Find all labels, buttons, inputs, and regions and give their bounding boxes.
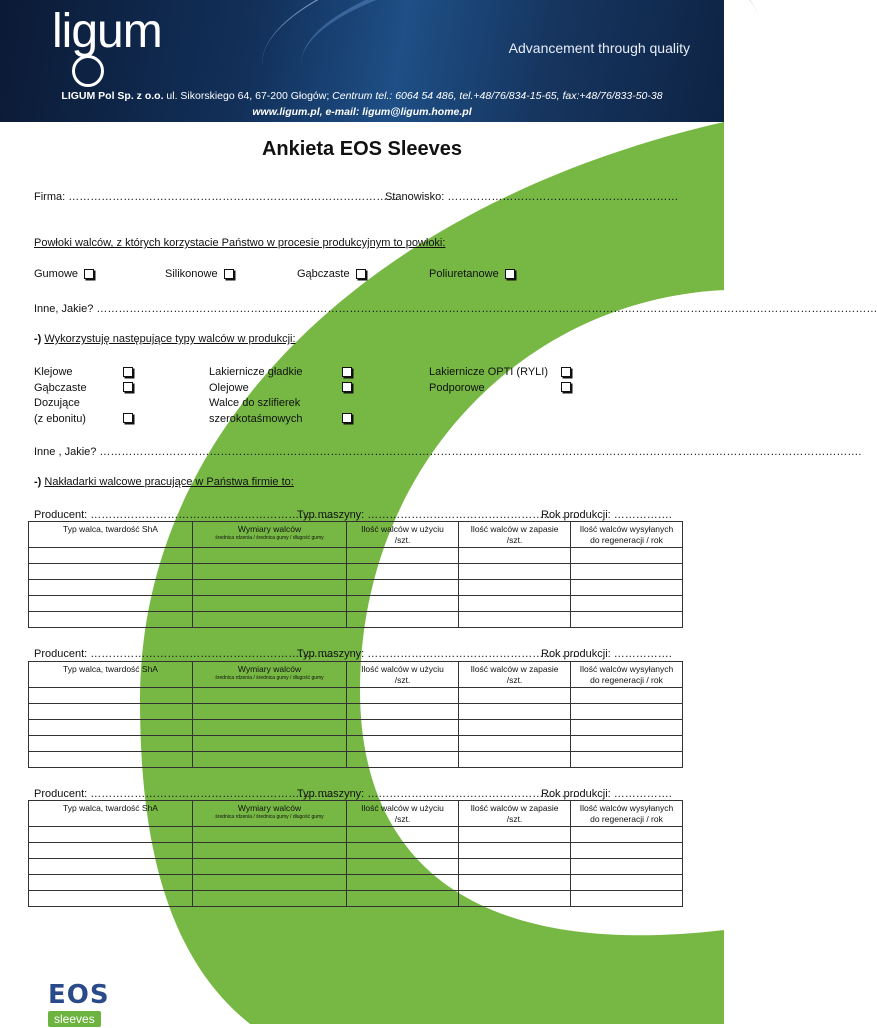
table-row[interactable] <box>29 827 683 843</box>
company-name: LIGUM Pol Sp. z o.o. <box>61 90 164 102</box>
option-label: Silikonowe <box>165 268 218 280</box>
question-coatings: Powłoki walców, z których korzystacie Państwo w procesie produkcyjnym to powłoki: <box>34 237 446 249</box>
company-contacts: Centrum tel.: 6064 54 486, tel.+48/76/834-15-65, fax:+48/76/833-50-38 <box>332 90 663 102</box>
option-szlifierki: Walce do szlifierek <box>209 397 301 409</box>
table-row[interactable] <box>29 891 683 907</box>
option-podporowe: Podporowe <box>429 382 485 394</box>
option-gabczaste-roller: Gąbczaste <box>34 382 87 394</box>
col-header-in-stock: Ilość walców w zapasie /szt. <box>459 801 571 827</box>
eos-brand: EOS <box>48 980 110 1010</box>
col-header-dimensions: Wymiary walców średnica rdzenia / średnica gumy / długość gumy <box>193 662 347 688</box>
option-olejowe: Olejowe <box>209 382 249 394</box>
option-label: Poliuretanowe <box>429 268 499 280</box>
option-poliuretanowe[interactable] <box>429 268 515 280</box>
option-label: Gąbczaste <box>297 268 350 280</box>
checkbox-klejowe[interactable] <box>123 367 133 377</box>
typ-maszyny-field[interactable]: Typ maszyny: …………………………………………………. <box>297 509 580 521</box>
col-header-type: Typ walca, twardość ShA <box>29 522 193 548</box>
checkbox[interactable] <box>84 269 94 279</box>
web-email-line: www.ligum.pl, e-mail: ligum@ligum.home.pl <box>252 106 472 118</box>
col-header-regeneration: Ilość walców wysyłanych do regeneracji / rok <box>571 801 683 827</box>
option-szerokotasmowe: szerokotaśmowych <box>209 413 303 425</box>
checkbox-olejowe[interactable] <box>342 382 352 392</box>
col-header-dimensions: Wymiary walców średnica rdzenia / średnica gumy / długość gumy <box>193 522 347 548</box>
checkbox[interactable] <box>224 269 234 279</box>
checkbox[interactable] <box>356 269 366 279</box>
option-lakiernicze-opti: Lakiernicze OPTI (RYLI) <box>429 366 549 378</box>
question-text: Nakładarki walcowe pracujące w Państwa firmie to: <box>44 476 294 488</box>
stanowisko-field[interactable]: Stanowisko: ……………………………………………………… <box>385 191 679 203</box>
col-header-in-stock: Ilość walców w zapasie /szt. <box>459 662 571 688</box>
col-header-in-use: Ilość walców w użyciu /szt. <box>347 801 459 827</box>
col-header-type: Typ walca, twardość ShA <box>29 662 193 688</box>
bullet: -) <box>34 333 42 345</box>
question-text: Wykorzystuję następujące typy walców w produkcji: <box>44 333 296 345</box>
page-title: Ankieta EOS Sleeves <box>261 138 463 160</box>
ligum-logo: ligum <box>52 5 162 58</box>
roller-table <box>28 800 683 907</box>
col-header-type: Typ walca, twardość ShA <box>29 801 193 827</box>
checkbox-lakiernicze-gladkie[interactable] <box>342 367 352 377</box>
option-gabczaste[interactable] <box>297 268 366 280</box>
typ-maszyny-field[interactable]: Typ maszyny: …………………………………………………. <box>297 648 580 660</box>
rok-produkcji-field[interactable]: Rok produkcji: ……………. <box>541 788 672 800</box>
col-header-in-use: Ilość walców w użyciu /szt. <box>347 662 459 688</box>
bullet: -) <box>34 476 42 488</box>
option-label: Gumowe <box>34 268 79 280</box>
col-header-dimensions: Wymiary walców średnica rdzenia / średnica gumy / długość gumy <box>193 801 347 827</box>
table-row[interactable] <box>29 548 683 564</box>
table-row[interactable] <box>29 843 683 859</box>
eos-sleeves-logo <box>48 980 110 1028</box>
checkbox-podporowe[interactable] <box>561 382 571 392</box>
table-row[interactable] <box>29 580 683 596</box>
producent-field[interactable]: Producent: ………………………………………………………… <box>34 648 333 660</box>
roller-table <box>28 521 683 628</box>
rok-produkcji-field[interactable]: Rok produkcji: ……………. <box>541 648 672 660</box>
table-row[interactable] <box>29 875 683 891</box>
table-row[interactable] <box>29 704 683 720</box>
table-row[interactable] <box>29 564 683 580</box>
firma-field[interactable]: Firma: ……………………………………………………………………………… <box>34 191 399 203</box>
producent-field[interactable]: Producent: ………………………………………………………… <box>34 788 333 800</box>
table-row[interactable] <box>29 612 683 628</box>
table-row[interactable] <box>29 859 683 875</box>
question-machines <box>34 476 294 488</box>
typ-maszyny-field[interactable]: Typ maszyny: …………………………………………………. <box>297 788 580 800</box>
option-dozujace: Dozujące <box>34 397 80 409</box>
sleeves-label: sleeves <box>48 1011 101 1027</box>
checkbox[interactable] <box>505 269 515 279</box>
producent-field[interactable]: Producent: ………………………………………………………… <box>34 509 333 521</box>
table-row[interactable] <box>29 720 683 736</box>
table-row[interactable] <box>29 688 683 704</box>
table-row[interactable] <box>29 752 683 768</box>
checkbox-dozujace[interactable] <box>123 413 133 423</box>
col-header-in-stock: Ilość walców w zapasie /szt. <box>459 522 571 548</box>
option-gumowe[interactable] <box>34 268 94 280</box>
option-silikonowe[interactable] <box>165 268 234 280</box>
rok-produkcji-field[interactable]: Rok produkcji: ……………. <box>541 509 672 521</box>
col-header-regeneration: Ilość walców wysyłanych do regeneracji / rok <box>571 522 683 548</box>
col-header-in-use: Ilość walców w użyciu /szt. <box>347 522 459 548</box>
checkbox-lakiernicze-opti[interactable] <box>561 367 571 377</box>
inne-field-2[interactable]: Inne , Jakie? ………………………………………………………………………………………………………………………………………………………………………………………. <box>34 446 862 458</box>
inne-field-1[interactable]: Inne, Jakie? …………………………………………………………………………………………………………………………………………………………………………………………… <box>34 303 877 315</box>
table-row[interactable] <box>29 736 683 752</box>
company-address: ul. Sikorskiego 64, 67-200 Głogów; <box>166 90 330 102</box>
question-roller-types <box>34 333 296 345</box>
col-header-regeneration: Ilość walców wysyłanych do regeneracji / rok <box>571 662 683 688</box>
table-row[interactable] <box>29 596 683 612</box>
checkbox-szlifierki[interactable] <box>342 413 352 423</box>
roller-table <box>28 661 683 768</box>
checkbox-gabczaste-roller[interactable] <box>123 382 133 392</box>
tagline: Advancement through quality <box>508 40 690 56</box>
option-z-ebonitu: (z ebonitu) <box>34 413 86 425</box>
option-klejowe: Klejowe <box>34 366 73 378</box>
option-lakiernicze-gladkie: Lakiernicze gładkie <box>209 366 303 378</box>
